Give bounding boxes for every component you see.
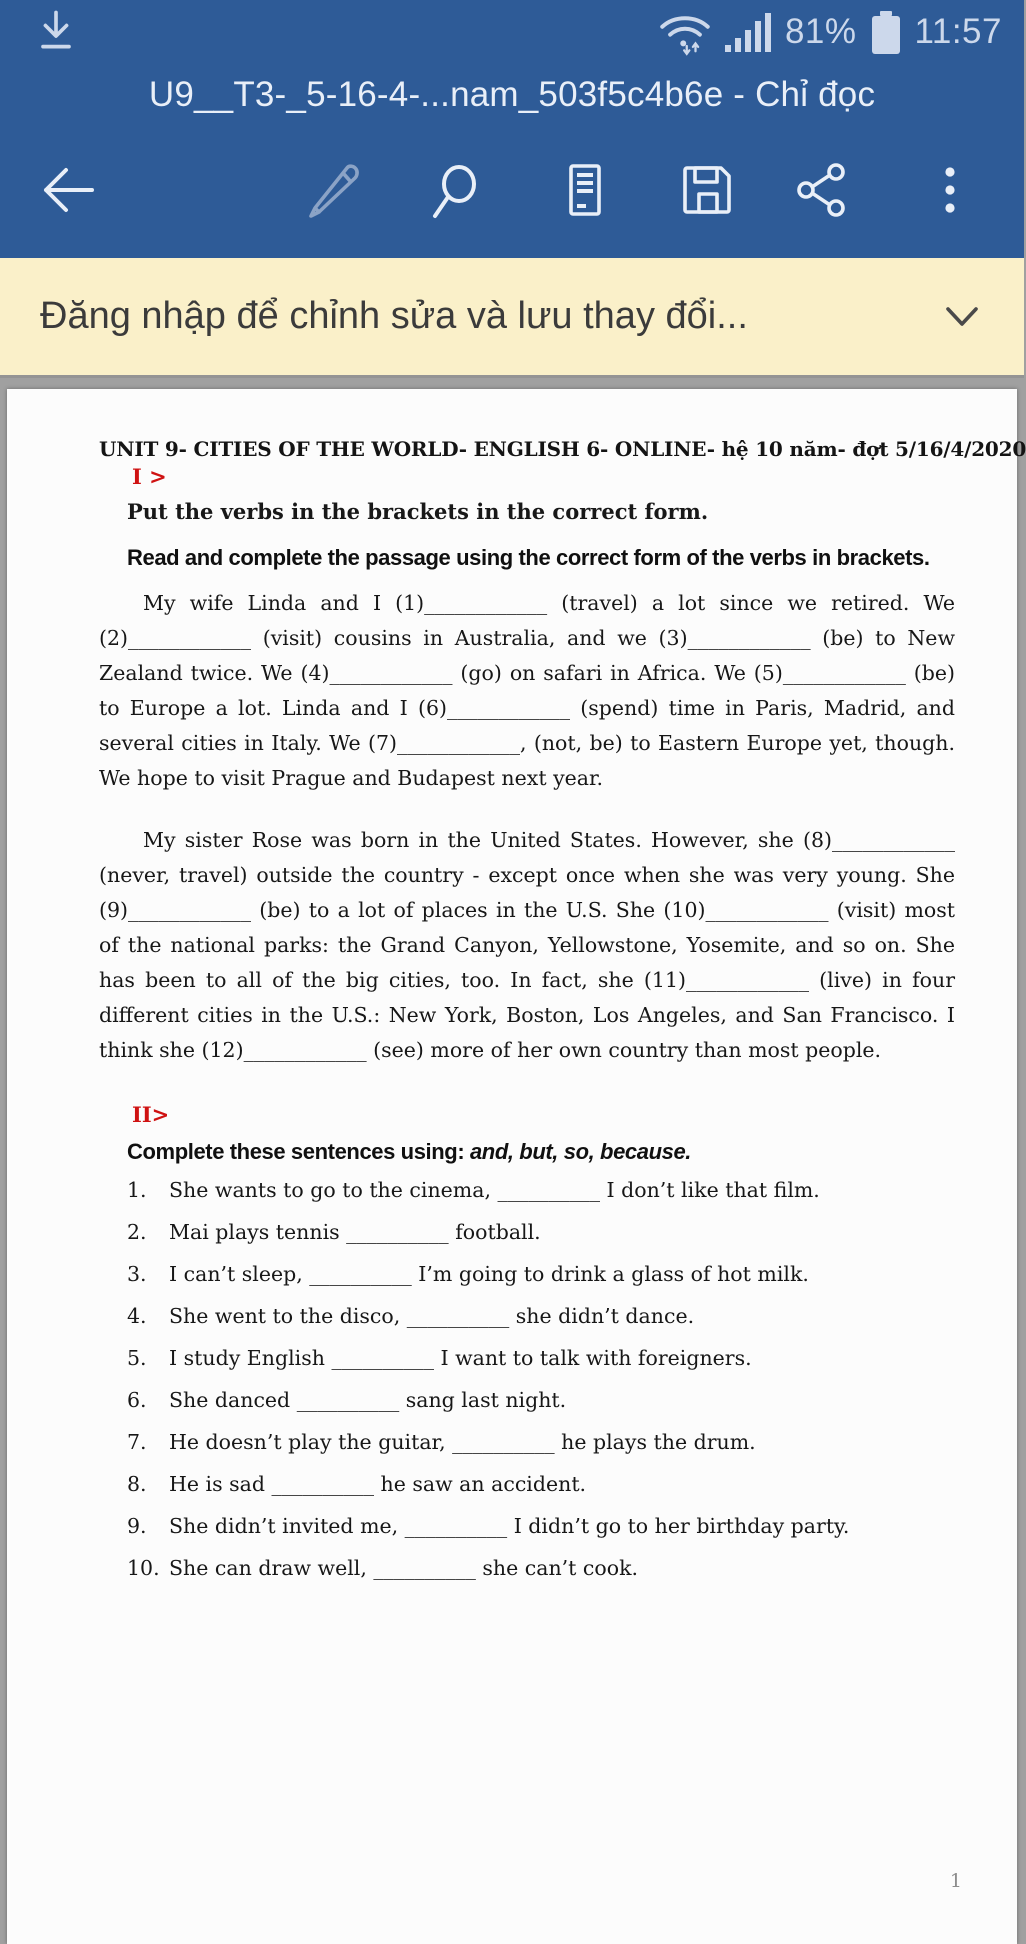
sign-in-banner-text: Đăng nhập để chỉnh sửa và lưu thay đổi... [40,295,748,337]
back-button[interactable] [36,158,100,222]
battery-icon [867,7,905,57]
passage-paragraph-2: My sister Rose was born in the United States. However, she (8)____________ (never, travel) outside the country - except once when she was very young. She (9)____________ (be) to a lot of places in the U.S. She (10)____________ (visit) most of the national parks: the Grand Canyon, Yellowstone, Yosemite, and so on. She has been to all of the big cities, too. In fact, she (11)____________ (live) in four different cities in the U.S.: New York, Boston, Los Angeles, and San Francisco. I think she (12)____________ (see) more of her own country than most people. [99,828,955,1062]
search-icon[interactable] [425,158,489,222]
exercise-item: 3. I can’t sleep, __________ I’m going to drink a glass of hot milk. [127,1262,809,1286]
exercise-item: 2. Mai plays tennis __________ football. [127,1220,541,1244]
passage-paragraph-1: My wife Linda and I (1)____________ (travel) a lot since we retired. We (2)____________ (visit) cousins in Australia, and we (3)____________ (be) to New Zealand twice. We (4)____________ (go) on safari in Africa. We (5)____________ (be) to Europe a lot. Linda and I (6)____________ (spend) time in Paris, Madrid, and several cities in Italy. We (7)____________, (not, be) to Eastern Europe yet, though. We hope to visit Prague and Budapest next year. [99,591,955,790]
app-header [0,0,1024,258]
exercise-item: 8. He is sad __________ he saw an accident. [127,1472,587,1496]
exercise-list [99,1178,955,1598]
exercise-item: 10. She can draw well, __________ she can’t cook. [127,1556,639,1580]
exercise-item: 6. She danced __________ sang last night. [127,1388,567,1412]
toolbar [0,126,1024,258]
section-2-instruction-plain: Complete these sentences using: [127,1139,470,1164]
battery-percent: 81% [784,12,857,51]
section-2-instruction [127,1139,955,1165]
status-bar [0,0,1024,64]
chevron-down-icon[interactable] [938,297,986,337]
wifi-icon [657,7,713,57]
exercise-item: 4. She went to the disco, __________ she didn’t dance. [127,1304,695,1328]
save-icon[interactable] [675,158,739,222]
reader-view-icon[interactable] [553,158,617,222]
exercise-item: 7. He doesn’t play the guitar, __________ he plays the drum. [127,1430,756,1454]
document-filename: U9__T3-_5-16-4-...nam_503f5c4b6e - Chỉ đọc [148,75,876,114]
download-icon [30,6,82,58]
sign-in-banner[interactable] [0,258,1024,378]
section-1-marker: I > [132,464,167,489]
section-1-subinstruction: Read and complete the passage using the correct form of the verbs in brackets. [127,545,930,570]
signal-icon [723,9,775,55]
section-1-instruction: Put the verbs in the brackets in the correct form. [127,499,709,524]
section-2-instruction-conjunctions: and, but, so, because. [469,1139,691,1164]
page-number: 1 [949,1870,962,1892]
document-page [7,389,1026,1944]
share-icon[interactable] [790,158,854,222]
section-2-marker: II> [132,1102,170,1127]
worksheet-title: UNIT 9- CITIES OF THE WORLD- ENGLISH 6- ONLINE- hệ 10 năm- đợt 5/16/4/2020 [99,437,1026,461]
document-viewport[interactable] [0,378,1024,1944]
edit-pencil-icon[interactable] [301,158,365,222]
clock: 11:57 [914,12,1002,51]
exercise-item: 5. I study English __________ I want to talk with foreigners. [127,1346,752,1370]
title-bar [0,64,1024,126]
exercise-item: 9. She didn’t invited me, __________ I didn’t go to her birthday party. [127,1514,850,1538]
more-menu-icon[interactable] [918,158,982,222]
exercise-item: 1. She wants to go to the cinema, __________ I don’t like that film. [127,1178,820,1202]
